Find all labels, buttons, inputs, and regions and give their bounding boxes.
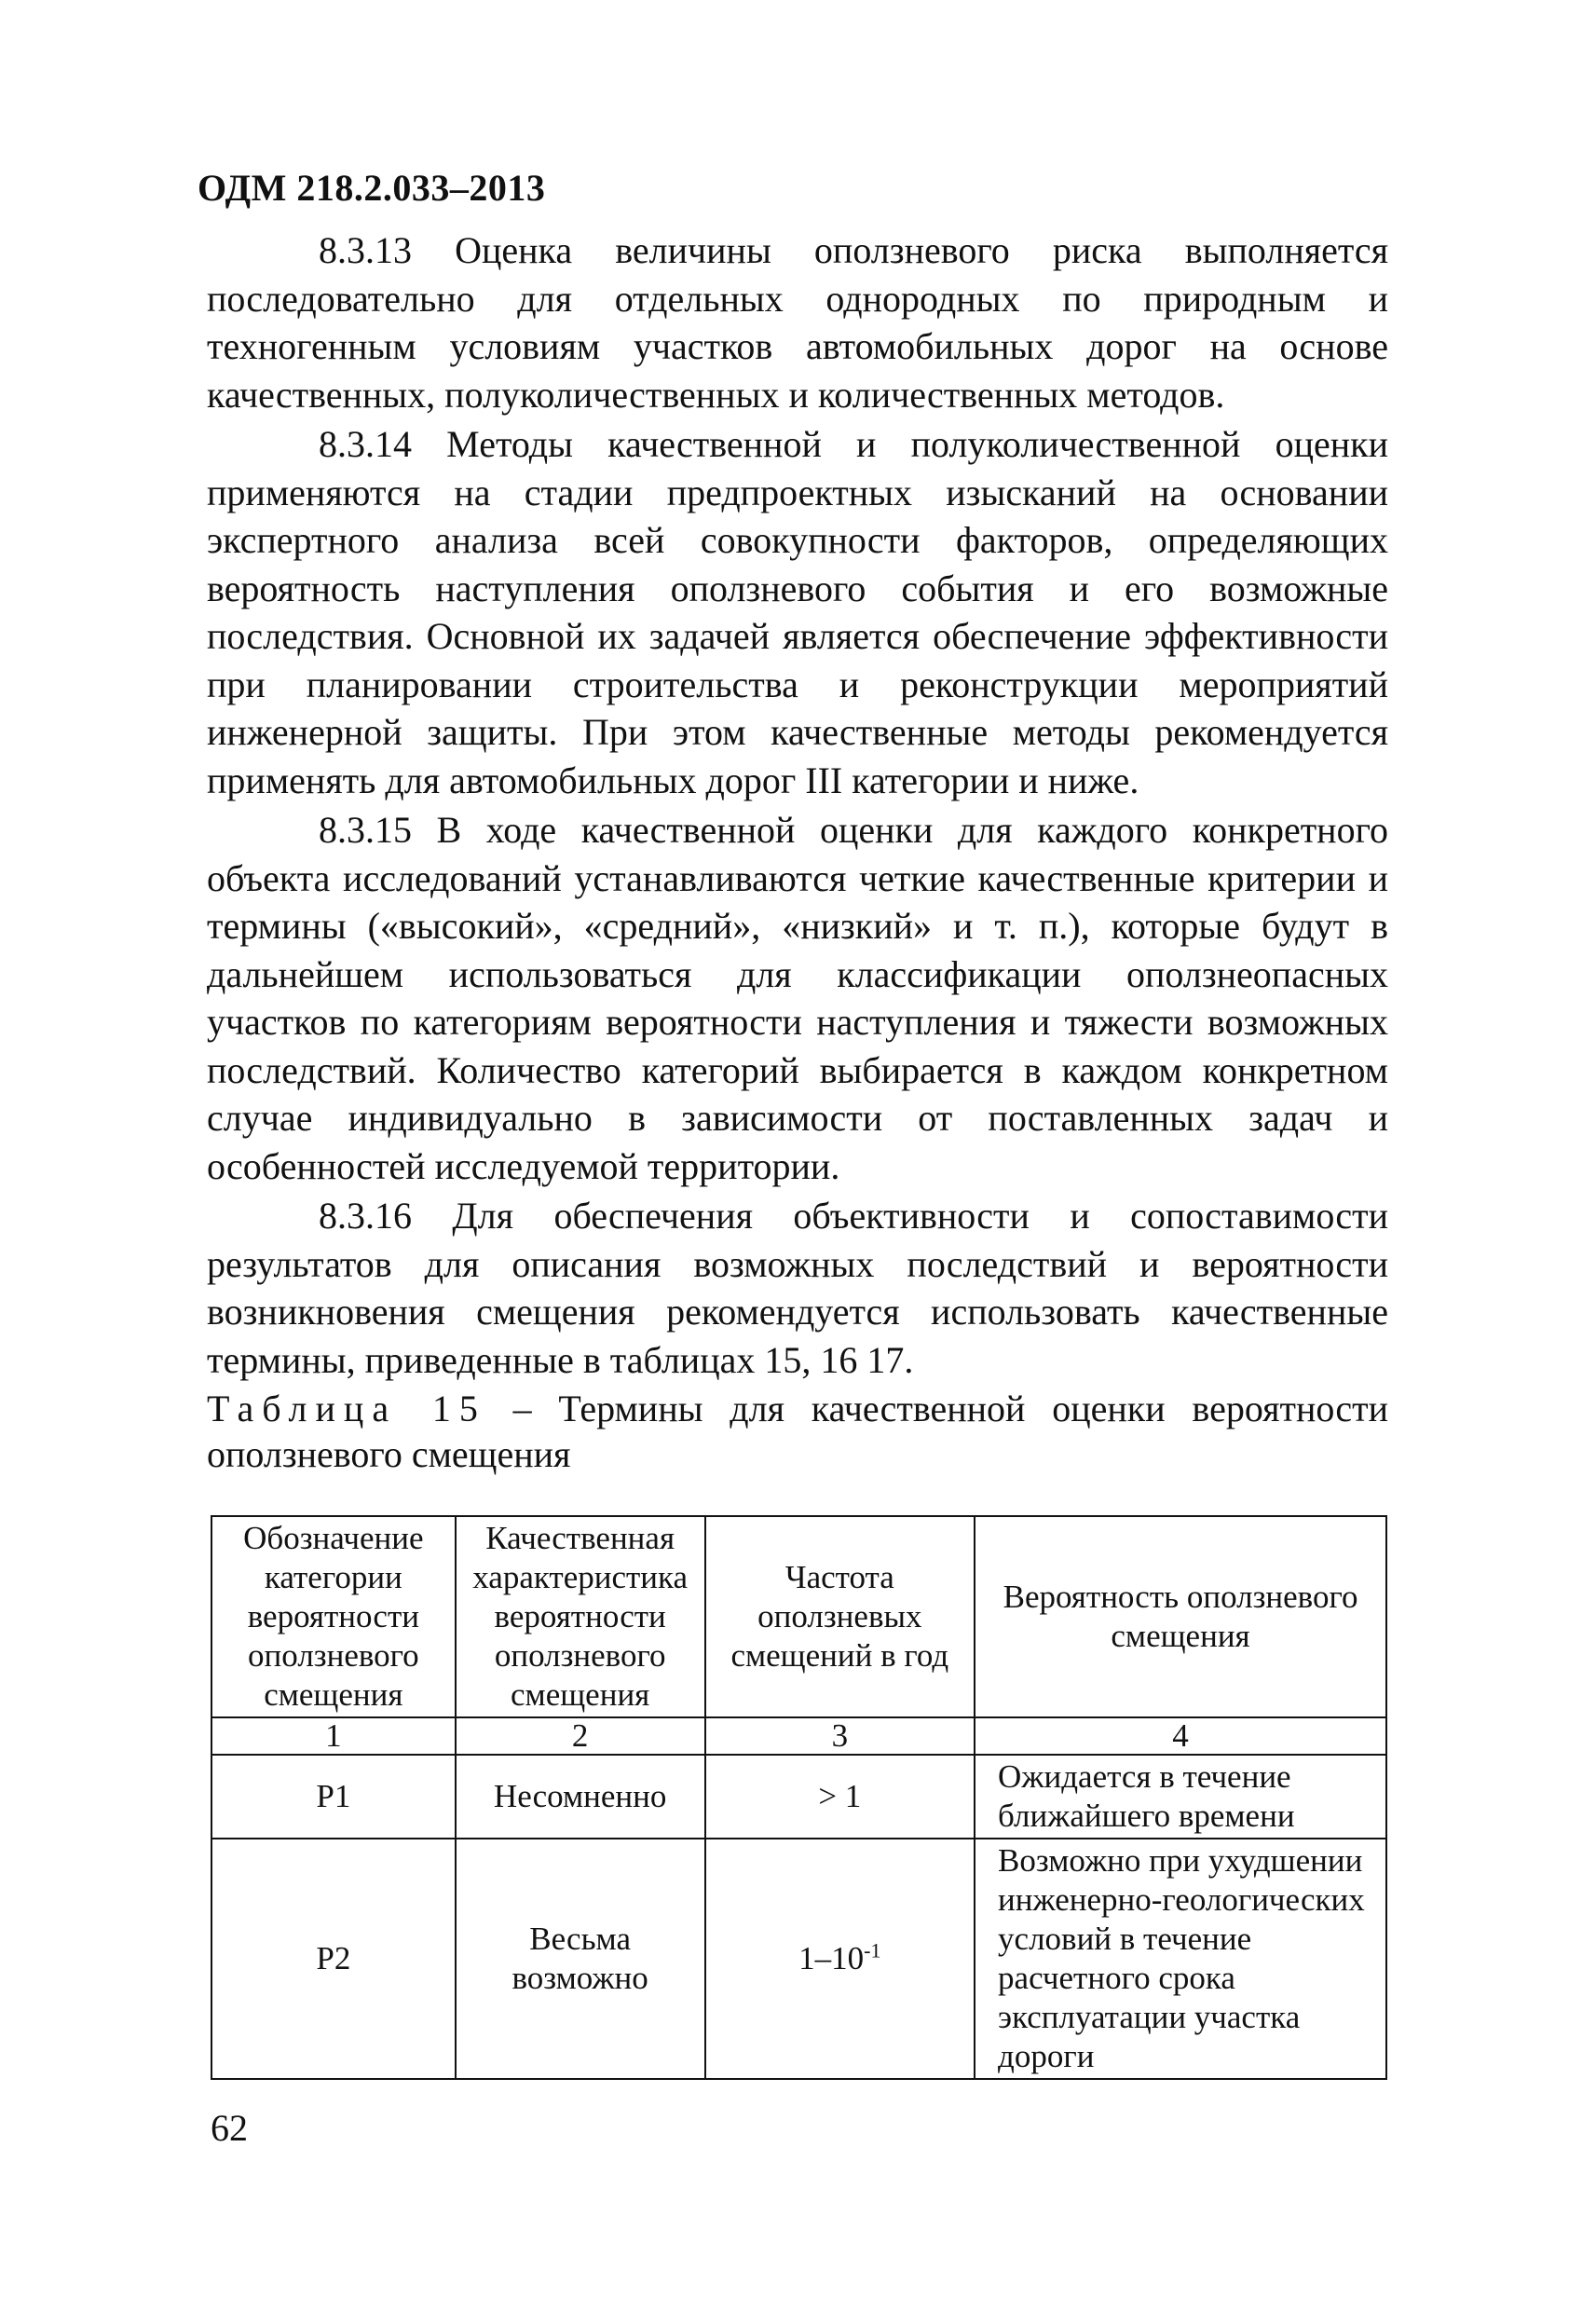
- paragraph-8-3-15: 8.3.15 В ходе качественной оценки для каждого конкретного объекта исследований устанавливаются четкие качественные критерии и термины («высокий», «средний», «низкий» и т. п.), которые будут в дальнейшем использоваться для классификации оползнеопасных участков по категориям вероятности наступления и тяжести возможных последствий. Количество категорий выбирается в каждом конкретном случае индивидуально в зависимости от поставленных задач и особенностей исследуемой территории.: [207, 809, 1388, 1187]
- table-caption-text: – Термины для качественной оценки вероятности оползневого смещения: [207, 1388, 1388, 1475]
- header-characteristic: Качественная характеристика вероятности оползневого смещения: [456, 1516, 705, 1717]
- cell-probability: Ожидается в течение ближайшего времени: [975, 1755, 1386, 1839]
- paragraph-8-3-16: 8.3.16 Для обеспечения объективности и сопоставимости результатов для описания возможных последствий и вероятности возникновения смещения рекомендуется использовать качественные термины, приведенные в таблицах 15, 16 17.: [207, 1195, 1388, 1381]
- cell-frequency: [705, 1839, 975, 2079]
- cell-category: Р2: [211, 1839, 456, 2079]
- paragraph-8-3-14: 8.3.14 Методы качественной и полуколичественной оценки применяются на стадии предпроектных изысканий на основании экспертного анализа всей совокупности факторов, определяющих вероятность наступления оползневого события и его возможные последствия. Основной их задачей является обеспечение эффективности при планировании строительства и реконструкции мероприятий инженерной защиты. При этом качественные методы рекомендуется применять для автомобильных дорог III категории и ниже.: [207, 423, 1388, 801]
- cell-characteristic: Несомненно: [456, 1755, 705, 1839]
- paragraph-8-3-13: 8.3.13 Оценка величины оползневого риска выполняется последовательно для отдельных однородных по природным и техногенным условиям участков автомобильных дорог на основе качественных, полуколичественных и количественных методов.: [207, 229, 1388, 416]
- cell-probability: Возможно при ухудшении инженерно-геологических условий в течение расчетного срока эксплуатации участка дороги: [975, 1839, 1386, 2079]
- table-header-row: [211, 1516, 1386, 1717]
- table-column-number-row: [211, 1717, 1386, 1755]
- page-number: 62: [211, 2107, 248, 2149]
- cell-category: Р1: [211, 1755, 456, 1839]
- cell-characteristic: Весьма возможно: [456, 1839, 705, 2079]
- frequency-exponent: -1: [864, 1938, 881, 1962]
- table-row: [211, 1755, 1386, 1839]
- cell-frequency: > 1: [705, 1755, 975, 1839]
- header-probability: Вероятность оползневого смещения: [975, 1516, 1386, 1717]
- header-frequency: Частота оползневых смещений в год: [705, 1516, 975, 1717]
- column-number: 4: [975, 1717, 1386, 1755]
- table-caption: [207, 1386, 1388, 1477]
- document-code-header: ОДМ 218.2.033–2013: [198, 167, 546, 209]
- body-text: [207, 226, 1388, 1386]
- column-number: 1: [211, 1717, 456, 1755]
- column-number: 3: [705, 1717, 975, 1755]
- table-row: [211, 1839, 1386, 2079]
- header-category: Обозначение категории вероятности оползневого смещения: [211, 1516, 456, 1717]
- table-caption-label: Таблица 15: [207, 1388, 486, 1429]
- frequency-base: 1–10: [798, 1940, 865, 1976]
- column-number: 2: [456, 1717, 705, 1755]
- probability-terms-table: [211, 1515, 1387, 2080]
